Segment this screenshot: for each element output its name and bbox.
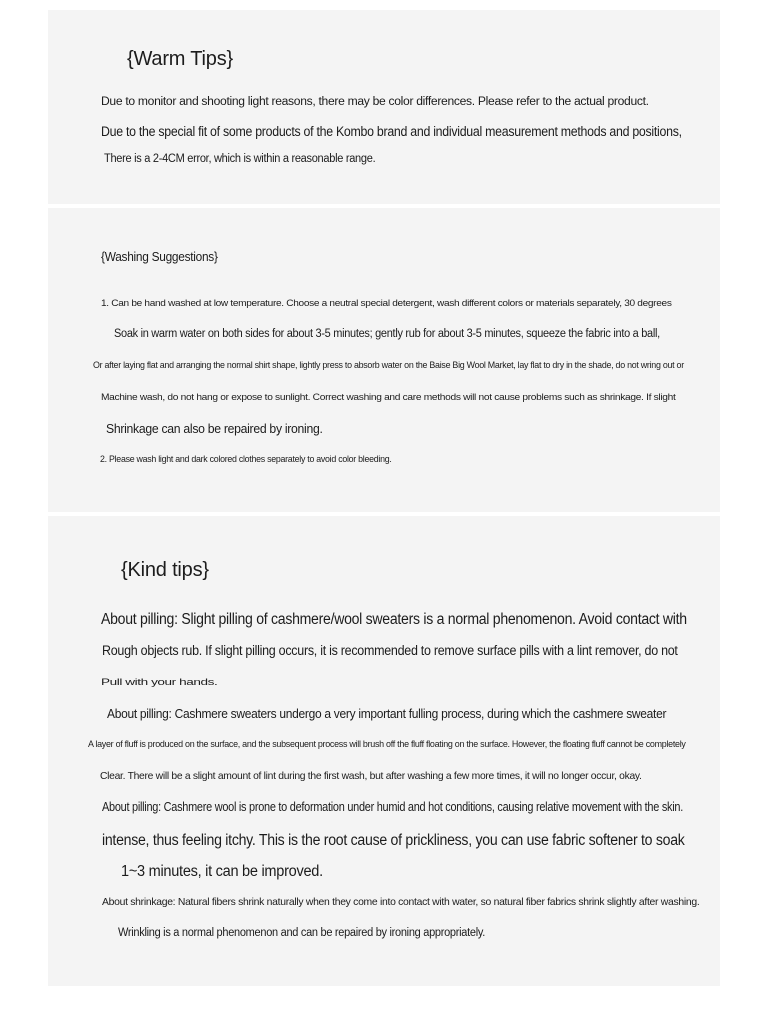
- washing-suggestions-panel: [48, 208, 720, 512]
- kind-tips-heading: {Kind tips}: [121, 559, 209, 581]
- warm-tips-panel: [48, 10, 720, 204]
- kind-tips-line: About shrinkage: Natural fibers shrink naturally when they come into contact with water, so natural fiber fabrics shrink slightly after washing.: [102, 896, 700, 908]
- washing-line: Shrinkage can also be repaired by ironing.: [106, 422, 323, 436]
- kind-tips-line: 1~3 minutes, it can be improved.: [121, 863, 323, 880]
- kind-tips-line: Pull with your hands.: [101, 677, 218, 688]
- washing-line: 2. Please wash light and dark colored clothes separately to avoid color bleeding.: [100, 454, 392, 465]
- washing-line: Soak in warm water on both sides for about 3-5 minutes; gently rub for about 3-5 minutes, squeeze the fabric into a ball,: [114, 328, 660, 340]
- kind-tips-line: Clear. There will be a slight amount of lint during the first wash, but after washing a few more times, it will no longer occur, okay.: [100, 770, 642, 782]
- kind-tips-line: intense, thus feeling itchy. This is the root cause of prickliness, you can use fabric softener to soak: [102, 832, 685, 849]
- kind-tips-line: A layer of fluff is produced on the surface, and the subsequent process will brush off the fluff floating on the surface. However, the floating fluff cannot be completely: [88, 739, 686, 750]
- warm-tips-line: Due to monitor and shooting light reasons, there may be color differences. Please refer to the actual product.: [101, 96, 649, 108]
- kind-tips-line: About pilling: Slight pilling of cashmere/wool sweaters is a normal phenomenon. Avoid contact with: [101, 611, 687, 628]
- kind-tips-line: Wrinkling is a normal phenomenon and can be repaired by ironing appropriately.: [118, 927, 486, 939]
- washing-line: 1. Can be hand washed at low temperature. Choose a neutral special detergent, wash different colors or materials separately, 30 degrees: [101, 298, 672, 309]
- kind-tips-line: Rough objects rub. If slight pilling occurs, it is recommended to remove surface pills with a lint remover, do not: [102, 643, 678, 658]
- warm-tips-line: Due to the special fit of some products of the Kombo brand and individual measurement methods and positions,: [101, 124, 682, 139]
- washing-line: Or after laying flat and arranging the normal shirt shape, lightly press to absorb water on the Baise Big Wool Market, lay flat to dry in the shade, do not wring out or: [93, 360, 684, 371]
- washing-suggestions-heading: {Washing Suggestions}: [101, 249, 218, 264]
- kind-tips-line: About pilling: Cashmere wool is prone to deformation under humid and hot conditions, causing relative movement with the skin.: [102, 800, 683, 814]
- washing-line: Machine wash, do not hang or expose to sunlight. Correct washing and care methods will not cause problems such as shrinkage. If slight: [101, 392, 676, 403]
- warm-tips-heading: {Warm Tips}: [127, 48, 233, 70]
- kind-tips-line: About pilling: Cashmere sweaters undergo a very important fulling process, during which the cashmere sweater: [107, 707, 667, 721]
- kind-tips-panel: [48, 516, 720, 986]
- warm-tips-line: There is a 2-4CM error, which is within a reasonable range.: [104, 153, 376, 165]
